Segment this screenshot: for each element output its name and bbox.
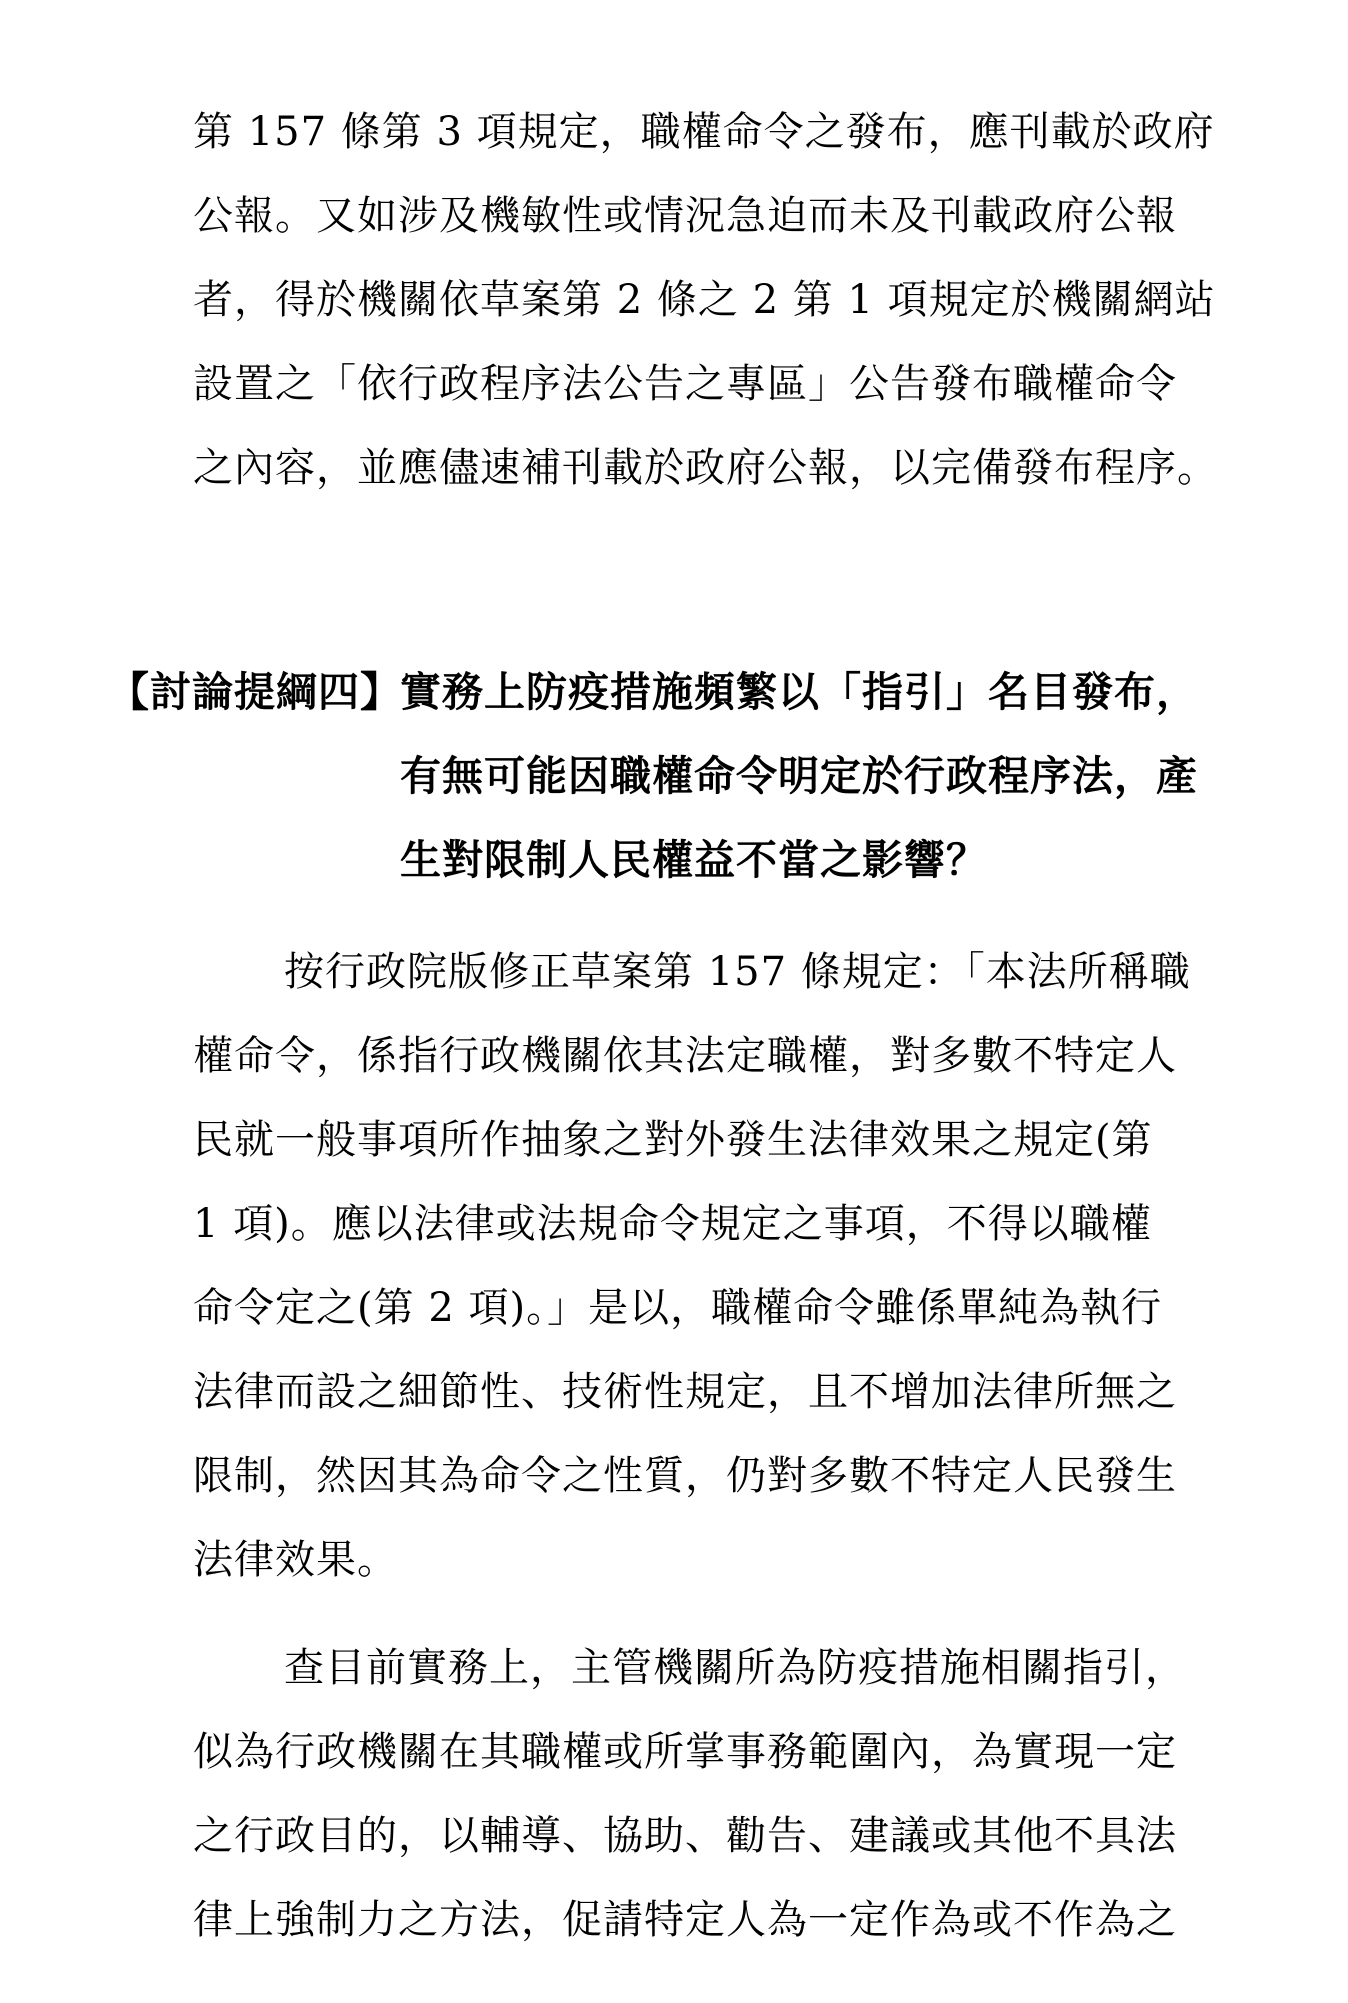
heading-line: 生對限制人民權益不當之影響？	[400, 836, 988, 884]
text-line: 第 157 條第 3 項規定，職權命令之發布，應刊載於政府	[193, 109, 1215, 155]
text-line: 法律而設之細節性、技術性規定，且不增加法律所無之	[193, 1369, 1177, 1415]
text-line: 之行政目的，以輔導、協助、勸告、建議或其他不具法	[193, 1813, 1177, 1859]
text-line: 1 項)。應以法律或法規命令規定之事項，不得以職權	[193, 1201, 1152, 1247]
discussion-heading-label: 【討論提綱四】	[108, 668, 402, 716]
text-line: 命令定之(第 2 項)。」是以，職權命令雖係單純為執行	[193, 1285, 1163, 1331]
text-line: 按行政院版修正草案第 157 條規定：「本法所稱職	[284, 949, 1191, 995]
text-line: 似為行政機關在其職權或所掌事務範圍內，為實現一定	[193, 1729, 1177, 1775]
heading-line: 有無可能因職權命令明定於行政程序法，產	[400, 752, 1198, 800]
text-line: 之內容，並應儘速補刊載於政府公報，以完備發布程序。	[193, 445, 1218, 491]
text-line: 權命令，係指行政機關依其法定職權，對多數不特定人	[193, 1033, 1177, 1079]
text-line: 設置之「依行政程序法公告之專區」公告發布職權命令	[193, 361, 1177, 407]
text-line: 者，得於機關依草案第 2 條之 2 第 1 項規定於機關網站	[193, 277, 1216, 323]
heading-line: 實務上防疫措施頻繁以「指引」名目發布，	[400, 668, 1198, 716]
text-line: 法律效果。	[193, 1537, 398, 1583]
text-line: 查目前實務上，主管機關所為防疫措施相關指引，	[284, 1645, 1186, 1691]
text-line: 公報。又如涉及機敏性或情況急迫而未及刊載政府公報	[193, 193, 1177, 239]
text-line: 律上強制力之方法，促請特定人為一定作為或不作為之	[193, 1897, 1177, 1943]
text-line: 民就一般事項所作抽象之對外發生法律效果之規定(第	[193, 1117, 1153, 1163]
text-line: 限制，然因其為命令之性質，仍對多數不特定人民發生	[193, 1453, 1177, 1499]
